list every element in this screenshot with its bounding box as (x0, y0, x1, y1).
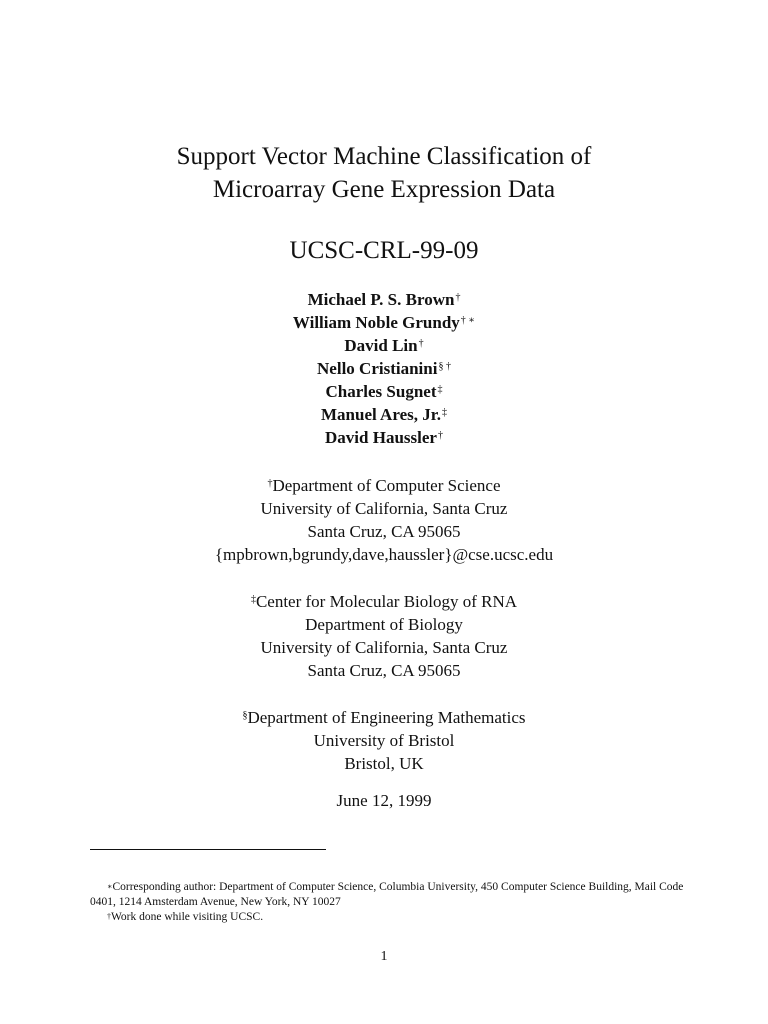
footnotes (90, 880, 690, 925)
author-name: Charles Sugnet (325, 382, 437, 401)
author-marks: ‡ (437, 384, 443, 395)
affiliation-bristol (0, 706, 768, 775)
affiliation-line: Santa Cruz, CA 95065 (307, 661, 461, 680)
footnote-text: Work done while visiting UCSC. (111, 911, 264, 923)
affiliation-rna-ucsc (0, 590, 768, 682)
affiliation-line: University of California, Santa Cruz (260, 499, 508, 518)
affiliation-line: ‡Center for Molecular Biology of RNA (250, 592, 518, 611)
affiliation-line: Santa Cruz, CA 95065 (307, 522, 461, 541)
paper-title (0, 140, 768, 206)
affiliation-line: University of California, Santa Cruz (260, 638, 508, 657)
footnote-mark: ∗ (107, 882, 113, 891)
author-haussler (0, 426, 768, 449)
author-sugnet (0, 380, 768, 403)
report-number: UCSC-CRL-99-09 (289, 237, 479, 264)
publication-date: June 12, 1999 (336, 791, 432, 810)
author-grundy (0, 311, 768, 334)
footnote-rule (90, 849, 326, 850)
author-brown (0, 288, 768, 311)
affiliation-cs-ucsc (0, 474, 768, 566)
author-marks: ‡ (441, 407, 447, 418)
affiliation-mark: † (267, 478, 273, 489)
author-cristianini (0, 357, 768, 380)
paper-title-line-2: Microarray Gene Expression Data (212, 176, 556, 203)
author-marks: † (455, 292, 461, 303)
author-lin (0, 334, 768, 357)
author-marks: † ∗ (460, 315, 476, 326)
author-marks: † (418, 338, 424, 349)
author-marks: † (437, 430, 443, 441)
footnote-visiting (90, 910, 690, 925)
paper-title-line-1: Support Vector Machine Classification of (176, 143, 592, 170)
affiliation-line: Department of Biology (305, 615, 463, 634)
affiliation-line: University of Bristol (313, 731, 455, 750)
author-list (0, 288, 768, 449)
author-name: David Lin (344, 336, 418, 355)
footnote-text: Corresponding author: Department of Computer Science, Columbia University, 450 Computer Science Building, Mail Code 0401, 1214 Amsterdam Avenue, New York, NY 10027 (90, 881, 684, 908)
affiliation-email: {mpbrown,bgrundy,dave,haussler}@cse.ucsc.edu (214, 545, 554, 564)
page-number: 1 (380, 949, 388, 964)
affiliation-line: †Department of Computer Science (267, 476, 501, 495)
author-marks: § † (438, 361, 451, 372)
author-name: Nello Cristianini (317, 359, 438, 378)
author-name: David Haussler (325, 428, 437, 447)
author-name: William Noble Grundy (292, 313, 460, 332)
author-ares (0, 403, 768, 426)
affiliation-line: Bristol, UK (344, 754, 424, 773)
affiliation-line: §Department of Engineering Mathematics (242, 708, 526, 727)
footnote-mark: † (107, 912, 111, 921)
affiliation-mark: ‡ (250, 594, 256, 605)
author-name: Manuel Ares, Jr. (321, 405, 441, 424)
footnote-corresponding-author (90, 880, 690, 910)
affiliation-mark: § (242, 710, 248, 721)
author-name: Michael P. S. Brown (307, 290, 455, 309)
